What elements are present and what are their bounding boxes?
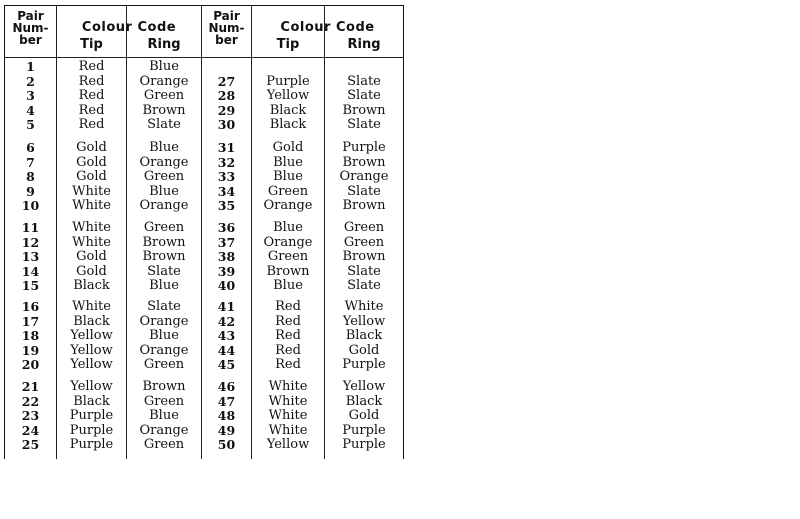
ring-colour-cell: Slate: [347, 278, 381, 294]
ring-colour-cell: Green: [143, 220, 185, 235]
ring-header-right: Ring: [347, 37, 381, 52]
pair-header-line: ber: [19, 33, 42, 47]
tip-colour-cell: Brown: [266, 263, 310, 279]
header-divider: [5, 57, 403, 58]
pair-number-cell: 1: [26, 59, 35, 74]
ring-colour-cell: Purple: [342, 437, 386, 453]
pair-number-header-left: [5, 10, 56, 46]
tip-colour-cell: White: [268, 379, 308, 394]
pair-header-line: Num-: [208, 21, 245, 35]
pair-number-cell: 19: [21, 342, 40, 358]
tip-colour-cell: Purple: [69, 437, 114, 453]
ring-colour-cell: Orange: [139, 313, 189, 329]
tip-colour-cell: Black: [73, 393, 110, 409]
tip-colour-cell: White: [72, 198, 111, 214]
ring-colour-cell: Gold: [348, 408, 380, 424]
ring-colour-cell: Brown: [142, 102, 186, 118]
tip-colour-cell: Yellow: [70, 342, 113, 358]
ring-colour-cell: Yellow: [342, 313, 386, 329]
pair-number-cell: 31: [217, 140, 236, 155]
tip-colour-cell: Blue: [273, 169, 303, 185]
pair-number-cell: 33: [217, 169, 236, 185]
pair-number-cell: 43: [217, 328, 236, 344]
pair-number-cell: 14: [21, 263, 40, 279]
tip-colour-cell: Red: [275, 328, 301, 344]
pair-number-header-right: [202, 10, 251, 46]
tip-colour-cell: White: [72, 299, 111, 314]
tip-colour-cell: Yellow: [70, 328, 113, 344]
tip-colour-cell: Red: [275, 357, 301, 373]
tip-colour-cell: Black: [269, 102, 307, 118]
pair-number-cell: 21: [21, 379, 40, 394]
ring-colour-cell: Slate: [347, 73, 381, 89]
ring-colour-cell: Orange: [339, 169, 389, 185]
pair-number-cell: 37: [217, 234, 236, 250]
pair-number-cell: 42: [217, 313, 236, 329]
pair-number-cell: 12: [21, 234, 40, 250]
tip-colour-cell: Yellow: [266, 88, 310, 104]
ring-colour-cell: Blue: [149, 59, 179, 74]
pair-number-cell: 38: [217, 249, 236, 265]
pair-number-cell: 50: [217, 437, 236, 453]
pair-number-cell: 5: [26, 117, 35, 133]
pair-header-line: Pair: [17, 9, 44, 23]
pair-number-cell: 46: [217, 379, 236, 394]
pair-number-cell: 44: [217, 342, 236, 358]
tip-colour-cell: Yellow: [266, 437, 310, 453]
tip-colour-cell: White: [72, 183, 111, 199]
ring-colour-cell: Blue: [149, 140, 179, 155]
pair-number-cell: 41: [217, 299, 236, 314]
ring-colour-cell: Green: [143, 88, 185, 104]
tip-colour-cell: White: [268, 393, 308, 409]
pair-number-cell: 48: [217, 408, 236, 424]
tip-colour-cell: Yellow: [70, 379, 113, 394]
ring-colour-cell: Yellow: [342, 379, 386, 394]
pair-number-cell: 3: [26, 88, 35, 104]
ring-colour-cell: Green: [343, 220, 385, 235]
tip-colour-cell: Red: [275, 313, 301, 329]
pair-header-line: Pair: [213, 9, 240, 23]
tip-colour-cell: White: [268, 408, 308, 424]
tip-colour-cell: Blue: [273, 154, 303, 170]
pair-number-cell: 35: [217, 198, 236, 214]
ring-colour-cell: Blue: [149, 278, 179, 294]
pair-number-cell: 29: [217, 102, 236, 118]
tip-header-left: Tip: [80, 37, 103, 52]
tip-colour-cell: Gold: [272, 140, 304, 155]
ring-colour-cell: Green: [143, 393, 185, 409]
pair-number-cell: 10: [21, 198, 40, 214]
pair-number-cell: 7: [26, 154, 35, 170]
colour-code-table: [4, 5, 404, 459]
tip-colour-cell: Black: [73, 313, 110, 329]
ring-colour-cell: Brown: [342, 198, 386, 214]
tip-colour-cell: Red: [275, 299, 301, 314]
tip-colour-cell: Orange: [263, 234, 313, 250]
pair-number-cell: 15: [21, 278, 40, 294]
tip-colour-cell: White: [72, 220, 111, 235]
pair-number-cell: 27: [217, 73, 236, 89]
ring-colour-cell: Blue: [149, 328, 179, 344]
tip-header-right: Tip: [276, 37, 300, 52]
ring-colour-cell: Green: [143, 169, 185, 185]
ring-colour-cell: Slate: [347, 263, 381, 279]
tip-colour-cell: Blue: [273, 220, 303, 235]
ring-colour-cell: Green: [143, 437, 185, 453]
ring-colour-cell: Orange: [139, 342, 189, 358]
ring-colour-cell: Brown: [142, 234, 186, 250]
ring-colour-cell: Purple: [342, 140, 386, 155]
tip-colour-cell: Gold: [76, 263, 107, 279]
pair-number-cell: 8: [26, 169, 35, 185]
pair-number-cell: 22: [21, 393, 40, 409]
ring-colour-cell: Brown: [342, 249, 386, 265]
tip-colour-cell: Orange: [263, 198, 313, 214]
tip-colour-cell: Purple: [69, 422, 114, 438]
ring-colour-cell: Gold: [348, 342, 380, 358]
ring-colour-cell: Green: [143, 357, 185, 373]
tip-colour-cell: White: [268, 422, 308, 438]
ring-colour-cell: Brown: [342, 154, 386, 170]
tip-colour-cell: Red: [78, 88, 105, 104]
pair-header-line: Num-: [12, 21, 49, 35]
tip-colour-cell: Gold: [76, 169, 107, 185]
tip-colour-cell: Red: [78, 73, 105, 89]
pair-number-cell: 40: [217, 278, 236, 294]
ring-colour-cell: Slate: [347, 88, 381, 104]
tip-colour-cell: Purple: [266, 73, 310, 89]
pair-number-cell: 34: [217, 183, 236, 199]
tip-colour-cell: Purple: [69, 408, 114, 424]
pair-header-line: ber: [215, 33, 238, 47]
ring-colour-cell: Black: [345, 393, 383, 409]
tip-colour-cell: Red: [275, 342, 301, 358]
pair-number-cell: 16: [21, 299, 40, 314]
colour-code-header-right: Colour Code: [280, 20, 375, 35]
ring-colour-cell: Blue: [149, 408, 179, 424]
tip-colour-cell: Blue: [273, 278, 303, 294]
ring-colour-cell: Slate: [147, 299, 181, 314]
ring-colour-cell: Slate: [147, 263, 181, 279]
tip-colour-cell: Gold: [76, 249, 107, 265]
pair-number-cell: 20: [21, 357, 40, 373]
pair-number-cell: 39: [217, 263, 236, 279]
ring-colour-cell: Green: [343, 234, 385, 250]
pair-number-cell: 24: [21, 422, 40, 438]
tip-colour-cell: Black: [269, 117, 307, 133]
pair-number-cell: 36: [217, 220, 236, 235]
tip-colour-cell: Gold: [76, 154, 107, 170]
pair-number-cell: 9: [26, 183, 35, 199]
ring-colour-cell: Brown: [142, 379, 186, 394]
pair-number-cell: 45: [217, 357, 236, 373]
pair-number-cell: 30: [217, 117, 236, 133]
tip-colour-cell: White: [72, 234, 111, 250]
pair-number-cell: 47: [217, 393, 236, 409]
tip-colour-cell: Green: [267, 249, 309, 265]
ring-colour-cell: Brown: [142, 249, 186, 265]
ring-colour-cell: Slate: [347, 183, 381, 199]
pair-number-cell: 4: [26, 102, 35, 118]
ring-colour-cell: White: [344, 299, 384, 314]
tip-colour-cell: Gold: [76, 140, 107, 155]
ring-colour-cell: Brown: [342, 102, 386, 118]
tip-colour-cell: Red: [78, 117, 105, 133]
pair-number-cell: 32: [217, 154, 236, 170]
pair-number-cell: 2: [26, 73, 35, 89]
pair-number-cell: 18: [21, 328, 40, 344]
pair-number-cell: 49: [217, 422, 236, 438]
ring-colour-cell: Orange: [139, 422, 189, 438]
ring-colour-cell: Purple: [342, 422, 386, 438]
pair-number-cell: 28: [217, 88, 236, 104]
ring-colour-cell: Black: [345, 328, 383, 344]
ring-colour-cell: Slate: [347, 117, 381, 133]
tip-colour-cell: Black: [73, 278, 110, 294]
tip-colour-cell: Red: [78, 102, 105, 118]
pair-number-cell: 11: [21, 220, 40, 235]
pair-number-cell: 6: [26, 140, 35, 155]
ring-colour-cell: Orange: [139, 73, 189, 89]
pair-number-cell: 13: [21, 249, 40, 265]
pair-number-cell: 23: [21, 408, 40, 424]
ring-colour-cell: Orange: [139, 198, 189, 214]
pair-number-cell: 17: [21, 313, 40, 329]
pair-number-cell: 25: [21, 437, 40, 453]
tip-colour-cell: Red: [78, 59, 105, 74]
ring-colour-cell: Orange: [139, 154, 189, 170]
tip-colour-cell: Yellow: [70, 357, 113, 373]
tip-colour-cell: Green: [267, 183, 309, 199]
ring-colour-cell: Purple: [342, 357, 386, 373]
ring-header-left: Ring: [147, 37, 181, 52]
ring-colour-cell: Blue: [149, 183, 179, 199]
colour-code-header-left: Colour Code: [81, 20, 177, 35]
ring-colour-cell: Slate: [147, 117, 181, 133]
